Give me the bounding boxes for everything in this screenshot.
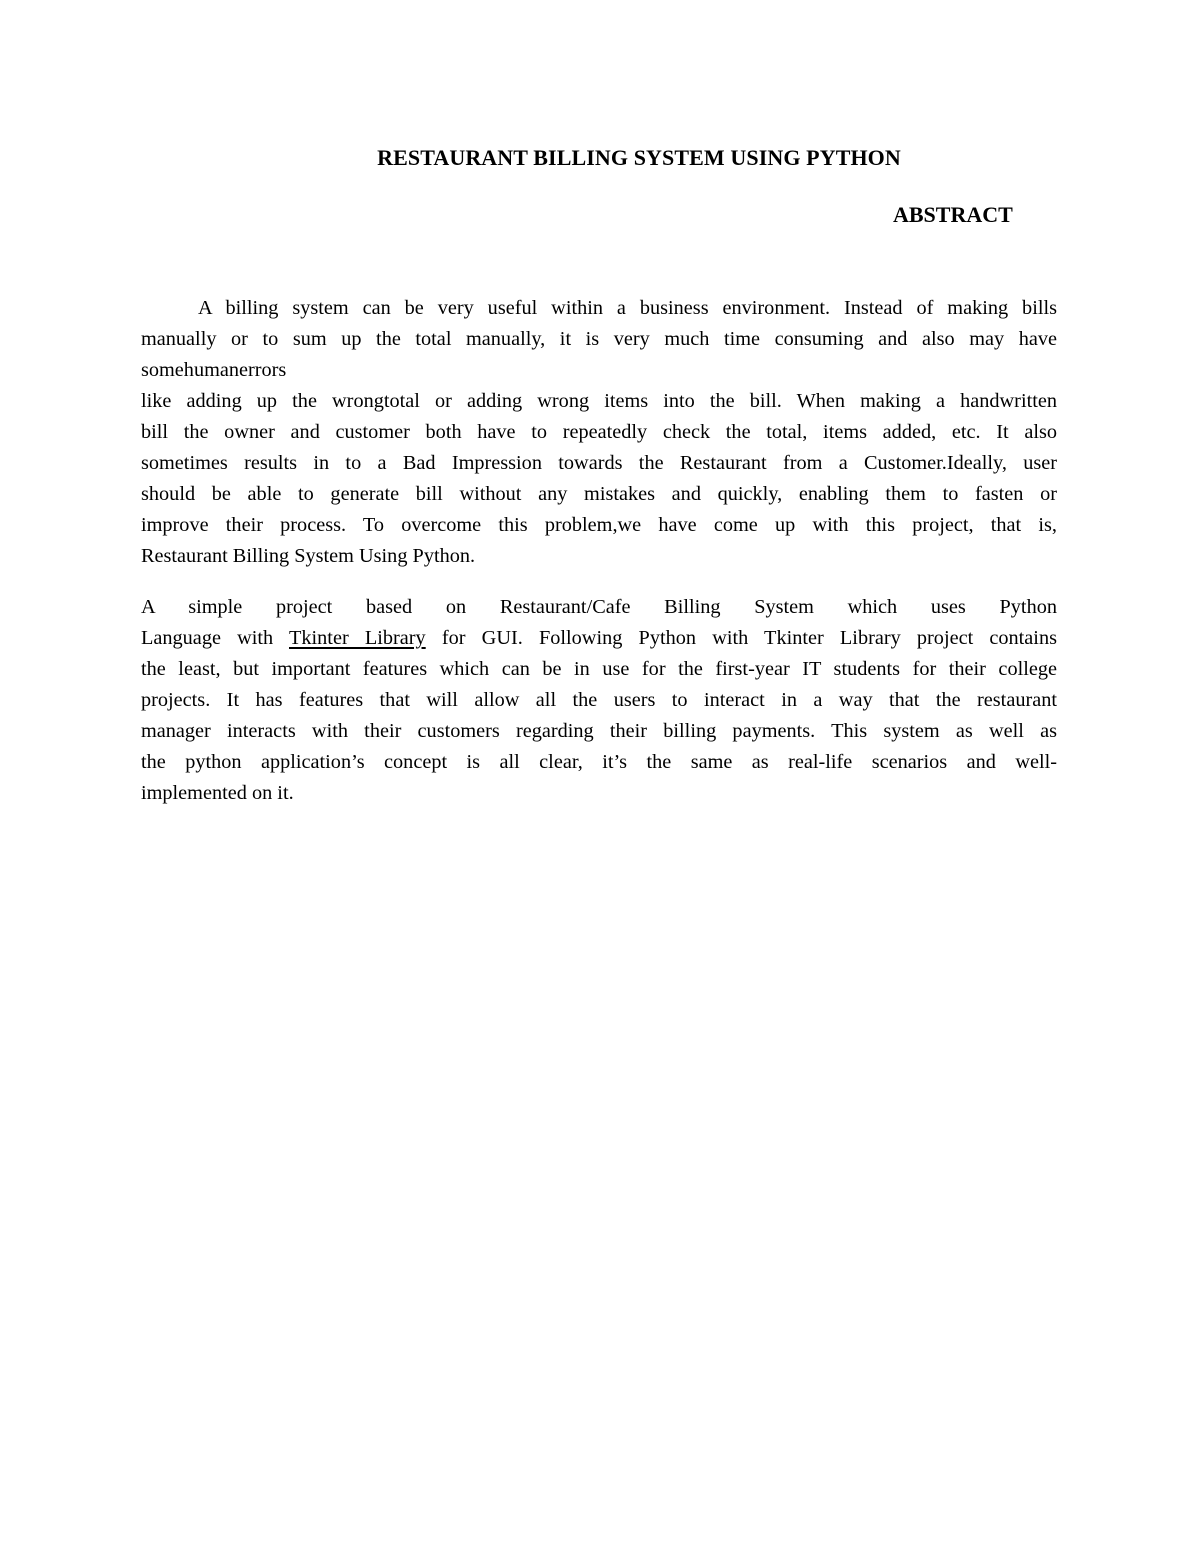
abstract-paragraph-1 (141, 293, 1057, 572)
paragraph-line: like adding up the wrongtotal or adding wrong items into the bill. When making a handwritten (141, 390, 1057, 412)
tkinter-library-link[interactable]: Tkinter Library (289, 627, 426, 649)
abstract-paragraph-2 (141, 592, 1057, 809)
paragraph-line: the least, but important features which can be in use for the first-year IT students for their college (141, 658, 1057, 680)
line-text-after-link: for GUI. Following Python with Tkinter Library project contains (425, 627, 1057, 649)
line-text-before-link: Language with (141, 627, 289, 649)
abstract-heading: ABSTRACT (893, 202, 1013, 227)
paragraph-line (141, 623, 1057, 654)
paragraph-line: the python application’s concept is all clear, it’s the same as real-life scenarios and well- (141, 751, 1057, 773)
paragraph-line: bill the owner and customer both have to repeatedly check the total, items added, etc. It also (141, 421, 1057, 443)
document-title: RESTAURANT BILLING SYSTEM USING PYTHON (377, 145, 901, 170)
paragraph-line: A simple project based on Restaurant/Cafe Billing System which uses Python (141, 596, 1057, 618)
paragraph-line: implemented on it. (141, 782, 294, 804)
paragraph-line: somehumanerrors (141, 359, 287, 381)
paragraph-line: manually or to sum up the total manually, it is very much time consuming and also may have (141, 328, 1057, 350)
paragraph-line: Restaurant Billing System Using Python. (141, 545, 476, 567)
paragraph-line: sometimes results in to a Bad Impression towards the Restaurant from a Customer.Ideally, user (141, 452, 1057, 474)
paragraph-line: should be able to generate bill without any mistakes and quickly, enabling them to fasten or (141, 483, 1057, 505)
paragraph-line: A billing system can be very useful within a business environment. Instead of making bills (198, 297, 1057, 319)
paragraph-line: projects. It has features that will allow all the users to interact in a way that the restaurant (141, 689, 1057, 711)
paragraph-line: improve their process. To overcome this problem,we have come up with this project, that is, (141, 514, 1057, 536)
paragraph-line: manager interacts with their customers regarding their billing payments. This system as well as (141, 720, 1057, 742)
